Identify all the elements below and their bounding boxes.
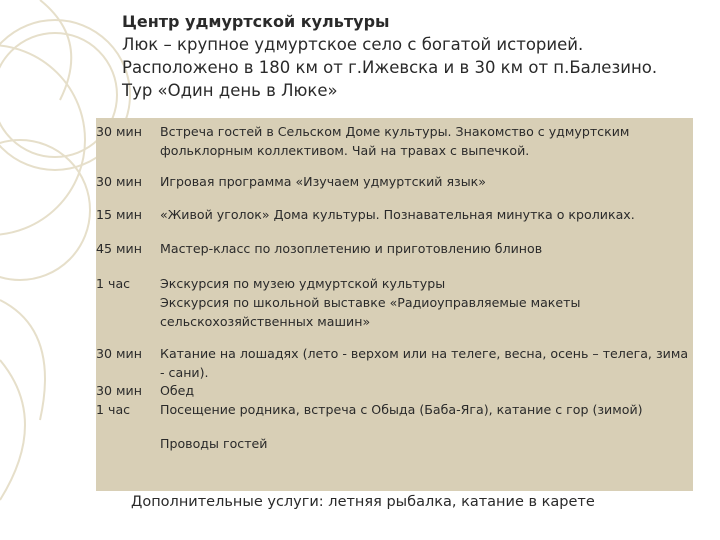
row-description [160,122,700,160]
row-description [160,239,700,258]
row-duration: 30 мин [96,174,142,189]
row-duration: 15 мин [96,207,142,222]
row-description-line: Экскурсия по музею удмуртской культуры [160,276,446,291]
row-duration: 30 мин [96,124,142,139]
row-description-line: - сани). [160,365,209,380]
row-description [160,274,700,331]
row-duration: 1 час [96,402,131,417]
row-duration: 30 мин [96,346,142,361]
page-title: Центр удмуртской культуры [122,12,390,31]
row-description [160,400,700,419]
row-description-line: сельскохозяйственных машин» [160,314,371,329]
row-description-line: фольклорным коллективом. Чай на травах с выпечкой. [160,143,530,158]
row-description [160,344,700,382]
row-description [160,434,700,453]
header-location-line: Расположено в 180 км от г.Ижевска и в 30 км от п.Балезино. [122,58,658,77]
row-description [160,172,700,191]
header [122,10,702,102]
schedule-table [96,118,693,491]
row-duration: 30 мин [96,383,142,398]
additional-services-note: Дополнительные услуги: летняя рыбалка, катание в карете [131,494,595,510]
row-description-line: «Живой уголок» Дома культуры. Познавательная минутка о кроликах. [160,207,635,222]
tour-name: Тур «Один день в Люке» [122,81,338,100]
row-description-line: Катание на лошадях (лето - верхом или на телеге, весна, осень – телега, зима [160,346,689,361]
row-description-line: Экскурсия по школьной выставке «Радиоуправляемые макеты [160,295,581,310]
row-description-line: Игровая программа «Изучаем удмуртский язык» [160,174,486,189]
row-duration: 45 мин [96,241,142,256]
row-description-line: Мастер-класс по лозоплетению и приготовлению блинов [160,241,543,256]
row-description [160,205,700,224]
row-description-line: Встреча гостей в Сельском Доме культуры. Знакомство с удмуртским [160,124,630,139]
row-description [160,381,700,400]
row-description-line: Проводы гостей [160,436,268,451]
header-description-line: Люк – крупное удмуртское село с богатой историей. [122,35,584,54]
row-duration: 1 час [96,276,131,291]
row-description-line: Обед [160,383,195,398]
row-description-line: Посещение родника, встреча с Обыда (Баба-Яга), катание с гор (зимой) [160,402,643,417]
